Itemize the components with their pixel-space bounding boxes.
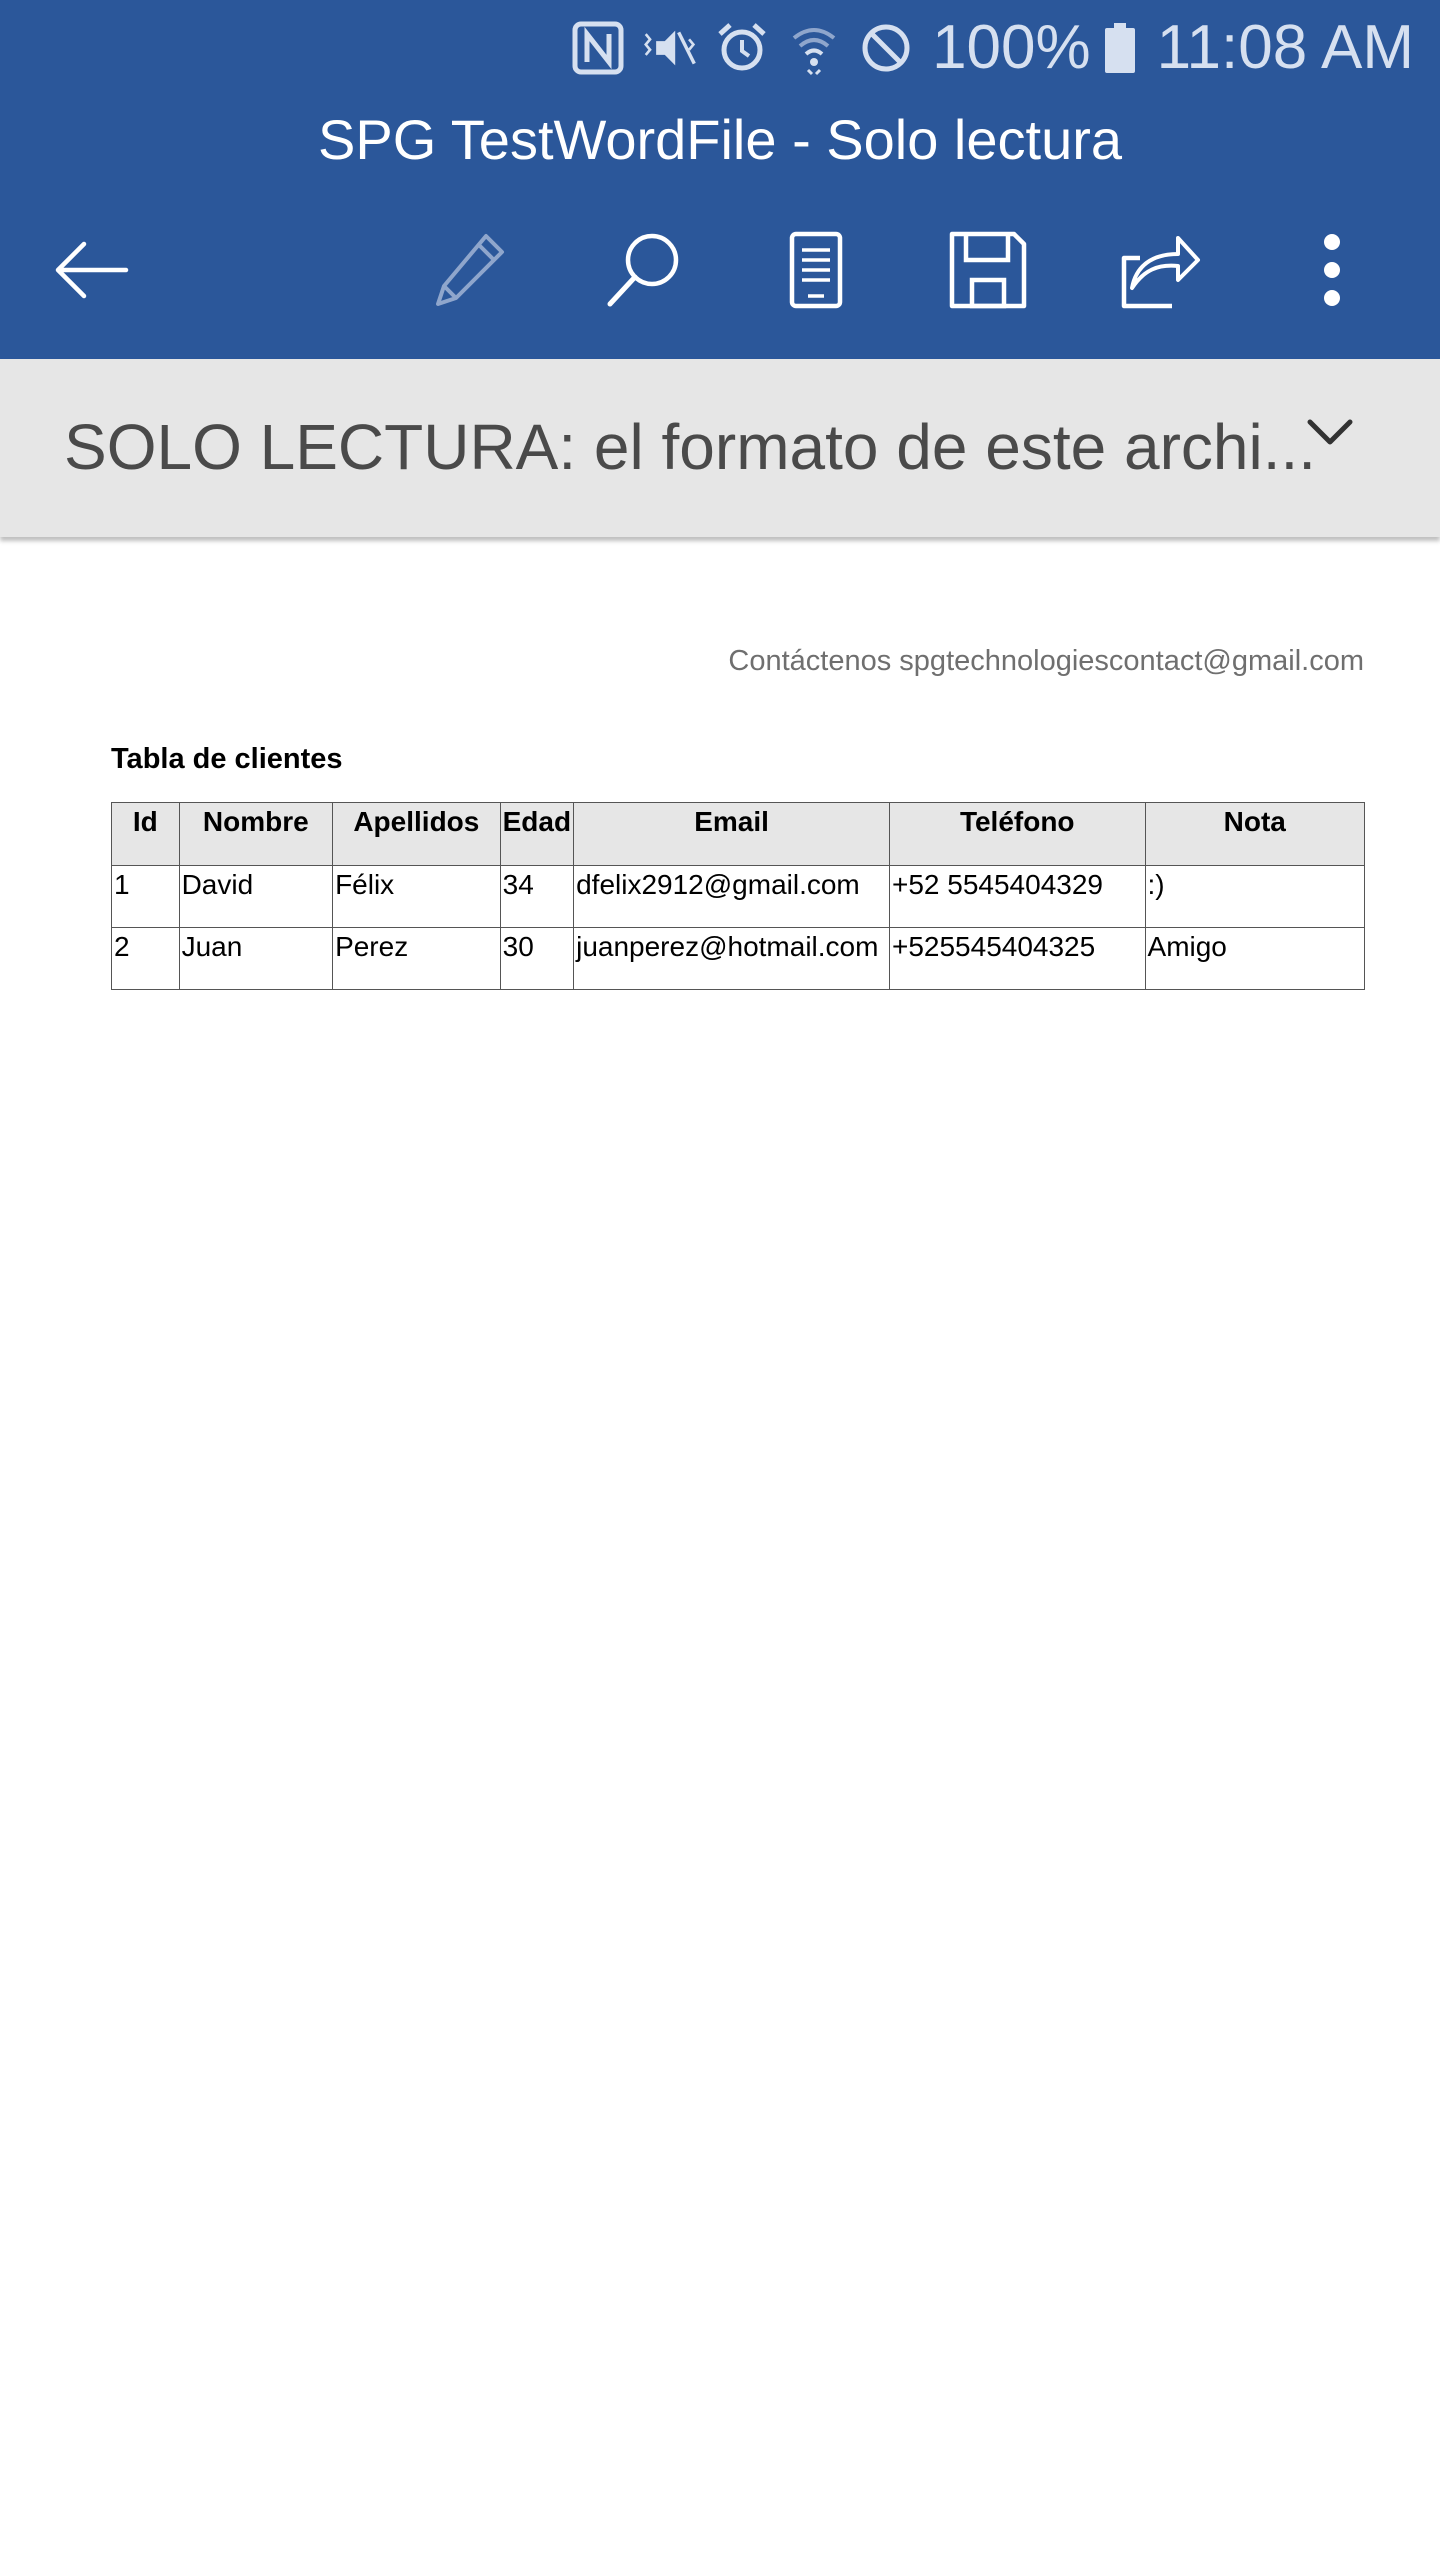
clients-table	[111, 802, 1365, 990]
header-apellidos: Apellidos	[333, 803, 501, 866]
cell-nombre: David	[179, 866, 333, 928]
cell-edad: 34	[500, 866, 573, 928]
cell-edad: 30	[500, 928, 573, 990]
cell-telefono: +52 5545404329	[889, 866, 1145, 928]
cell-email: dfelix2912@gmail.com	[574, 866, 890, 928]
do-not-disturb-icon	[860, 20, 912, 76]
table-row	[112, 866, 1365, 928]
header-id: Id	[112, 803, 180, 866]
wifi-icon	[788, 20, 840, 76]
alarm-icon	[716, 20, 768, 76]
cell-nota: :)	[1145, 866, 1364, 928]
share-icon	[1118, 228, 1202, 312]
chevron-down-icon[interactable]	[1300, 400, 1360, 460]
table-header-row	[112, 803, 1365, 866]
header-nota: Nota	[1145, 803, 1364, 866]
cell-id: 2	[112, 928, 180, 990]
read-only-banner[interactable]	[0, 359, 1440, 537]
search-icon	[602, 228, 686, 312]
cell-nombre: Juan	[179, 928, 333, 990]
search-button[interactable]	[594, 220, 694, 320]
mobile-view-button[interactable]	[766, 220, 866, 320]
more-options-button[interactable]	[1282, 220, 1382, 320]
cell-apellidos: Perez	[333, 928, 501, 990]
clock: 11:08 AM	[1156, 13, 1414, 82]
document-title: SPG TestWordFile - Solo lectura	[317, 108, 1122, 171]
battery-icon	[1105, 23, 1135, 73]
app-header	[0, 0, 1440, 359]
back-arrow-icon	[48, 228, 132, 312]
save-icon	[946, 228, 1030, 312]
cell-nota: Amigo	[1145, 928, 1364, 990]
table-title: Tabla de clientes	[111, 743, 343, 775]
contact-line: Contáctenos spgtechnologiescontact@gmail.com	[728, 645, 1364, 677]
back-button[interactable]	[40, 220, 140, 320]
battery-percent: 100%	[932, 13, 1091, 82]
nfc-icon	[572, 20, 624, 76]
save-button[interactable]	[938, 220, 1038, 320]
cell-email: juanperez@hotmail.com	[574, 928, 890, 990]
mobile-view-icon	[774, 228, 858, 312]
cell-apellidos: Félix	[333, 866, 501, 928]
more-options-icon	[1290, 228, 1374, 312]
pencil-icon	[428, 228, 512, 312]
table-row	[112, 928, 1365, 990]
cell-id: 1	[112, 866, 180, 928]
header-email: Email	[574, 803, 890, 866]
cell-telefono: +525545404325	[889, 928, 1145, 990]
header-edad: Edad	[500, 803, 573, 866]
header-telefono: Teléfono	[889, 803, 1145, 866]
status-bar	[0, 0, 1440, 96]
read-only-message: SOLO LECTURA: el formato de este archi...	[64, 411, 1317, 483]
header-nombre: Nombre	[179, 803, 333, 866]
edit-button[interactable]	[420, 220, 520, 320]
share-button[interactable]	[1110, 220, 1210, 320]
vibrate-mute-icon	[644, 20, 696, 76]
